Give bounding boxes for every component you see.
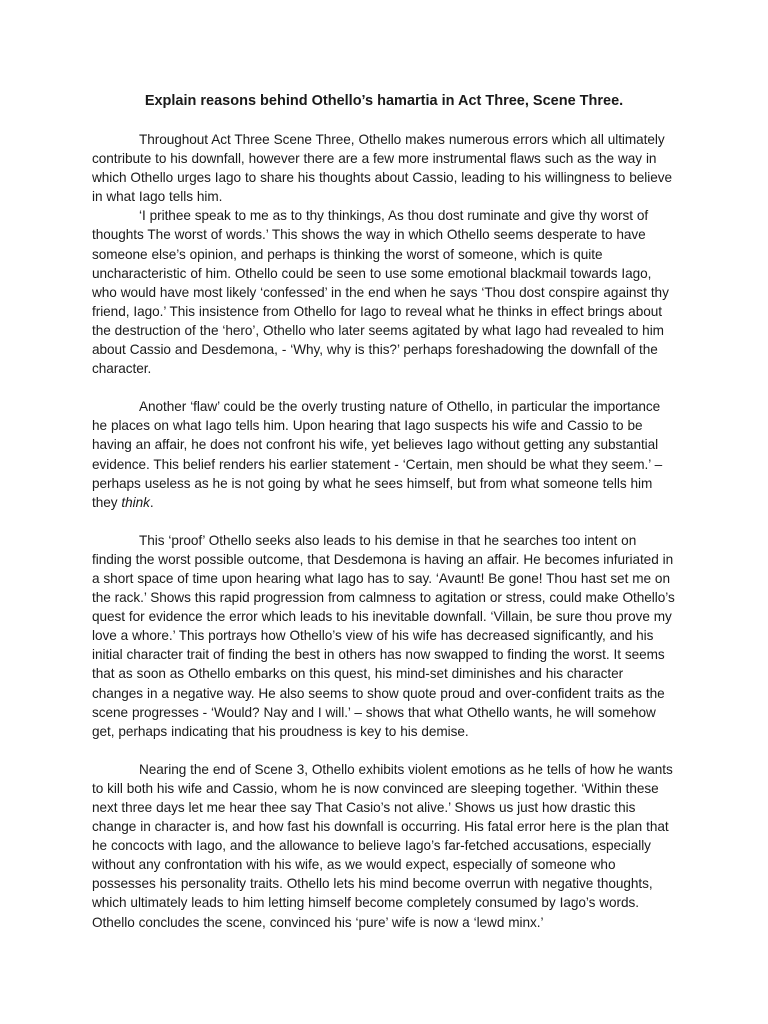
paragraph-1: Throughout Act Three Scene Three, Othello makes numerous errors which all ultimately contribute to his downfall, however there are a few more instrumental flaws such as the way in which Othello urges Iago to share his thoughts about Cassio, leading to his willingness to believe in what Iago tells him. bbox=[92, 132, 672, 205]
document-page bbox=[92, 92, 676, 932]
paragraph-3-text: Another ‘flaw’ could be the overly trusting nature of Othello, in particular the importance he places on what Iago tells him. Upon hearing that Iago suspects his wife and Cassio to be having an affair, he does not confront his wife, yet believes Iago without getting any substantial evidence. This belief renders his earlier statement - ‘Certain, men should be what they seem.’ – perhaps useless as he is not going by what he sees himself, but from what someone tells him they bbox=[92, 399, 663, 510]
paragraph-4: This ‘proof’ Othello seeks also leads to his demise in that he searches too intent on finding the worst possible outcome, that Desdemona is having an affair. He becomes infuriated in a short space of time upon hearing what Iago has to say. ‘Avaunt! Be gone! Thou hast set me on the rack.’ Shows this rapid progression from calmness to agitation or stress, could make Othello’s quest for evidence the error which leads to his inevitable downfall. ‘Villain, be sure thou prove my love a whore.’ This portrays how Othello’s view of his wife has decreased significantly, and his initial character trait of finding the best in others has now swapped to finding the worst. It seems that as soon as Othello embarks on this quest, his mind-set diminishes and his character changes in a negative way. He also seems to show quote proud and over-confident traits as the scene progresses - ‘Would? Nay and I will.’ – shows that what Othello wants, he will somehow get, perhaps indicating that his proudness is key to his demise. bbox=[92, 532, 675, 739]
document-title: Explain reasons behind Othello’s hamartia in Act Three, Scene Three. bbox=[144, 93, 624, 109]
paragraph-3-italic: think bbox=[121, 494, 150, 510]
paragraph-gap bbox=[92, 741, 676, 760]
paragraph-3-end: . bbox=[149, 494, 154, 510]
paragraph-gap bbox=[92, 378, 676, 397]
paragraph-5: Nearing the end of Scene 3, Othello exhibits violent emotions as he tells of how he wants to kill both his wife and Cassio, whom he is now convinced are sleeping together. ‘Within these next three days let me hear thee say That Casio’s not alive.’ Shows us just how drastic this change in character is, and how fast his downfall is occurring. His fatal error here is the plan that he concocts with Iago, and the allowance to believe Iago’s far-fetched accusations, especially without any confrontation with his wife, as we would expect, especially of someone who possesses his personality traits. Othello lets his mind become overrun with negative thoughts, which ultimately leads to him letting himself become completely consumed by Iago’s words. Othello concludes the scene, convinced his ‘pure’ wife is now a ‘lewd minx.’ bbox=[92, 761, 673, 930]
paragraph-3 bbox=[92, 397, 676, 512]
paragraph-2: ‘I prithee speak to me as to thy thinkings, As thou dost ruminate and give thy worst of thoughts The worst of words.’ This shows the way in which Othello seems desperate to have someone else’s opinion, and perhaps is thinking the worst of someone, which is quite uncharacteristic of him. Othello could be seen to use some emotional blackmail towards Iago, who would have most likely ‘confessed’ in the end when he says ‘Thou dost conspire against thy friend, Iago.’ This insistence from Othello for Iago to reveal what he thinks in effect brings about the destruction of the ‘hero’, Othello who later seems agitated by what Iago had revealed to him about Cassio and Desdemona, - ‘Why, why is this?’ perhaps foreshadowing the downfall of the character. bbox=[92, 208, 669, 377]
paragraph-gap bbox=[92, 512, 676, 531]
